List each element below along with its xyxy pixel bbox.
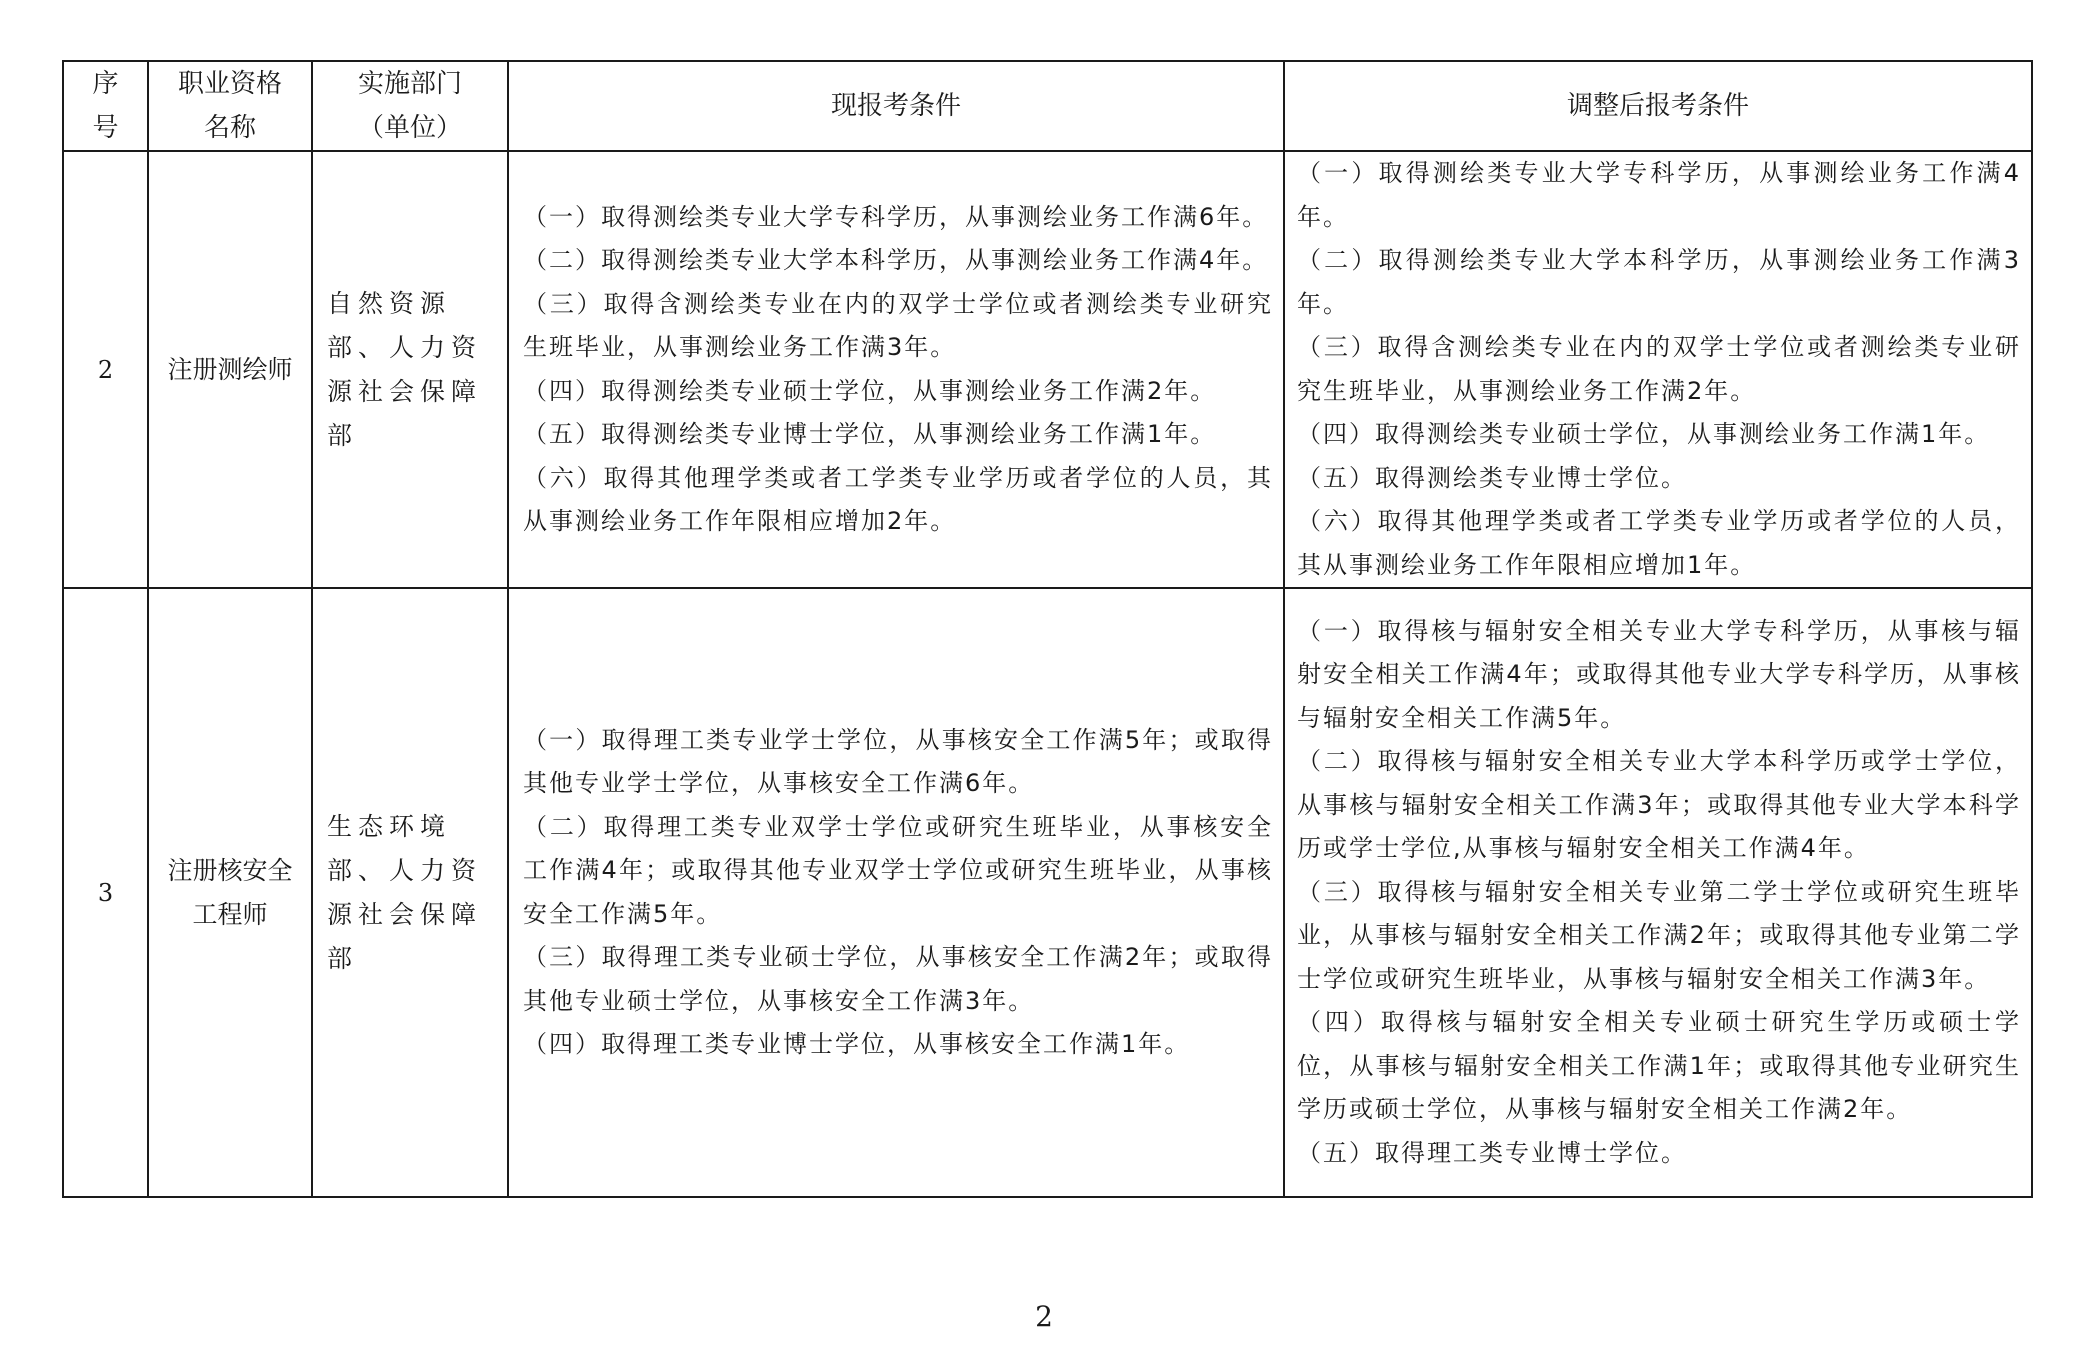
qualification-conditions-table — [62, 60, 2033, 1198]
row-adjusted-conditions — [1284, 151, 2032, 588]
header-qualification-name: 职业资格 名称 — [148, 61, 312, 151]
condition-item: （一）取得测绘类专业大学专科学历，从事测绘业务工作满6年。 — [523, 202, 1269, 231]
row-serial-number: 2 — [63, 151, 148, 588]
condition-item: （二）取得理工类专业双学士学位或研究生班毕业，从事核安全工作满4年；或取得其他专业双学士学位或研究生班毕业，从事核安全工作满5年。 — [523, 812, 1273, 928]
row-qualification-name: 注册核安全工程师 — [148, 588, 312, 1197]
condition-item: （四）取得核与辐射安全相关专业硕士研究生学历或硕士学位，从事核与辐射安全相关工作满1年；或取得其他专业研究生学历或硕士学位，从事核与辐射安全相关工作满2年。 — [1297, 1008, 2021, 1124]
condition-item: （六）取得其他理学类或者工学类专业学历或者学位的人员，其从事测绘业务工作年限相应增加1年。 — [1297, 507, 2021, 579]
condition-item: （三）取得核与辐射安全相关专业第二学士学位或研究生班毕业，从事核与辐射安全相关工作满2年；或取得其他专业第二学士学位或研究生班毕业，从事核与辐射安全相关工作满3年。 — [1297, 877, 2021, 993]
condition-item: （四）取得测绘类专业硕士学位，从事测绘业务工作满1年。 — [1297, 420, 1991, 448]
row-department: 生态环境部、人力资源社会保障部 — [312, 588, 508, 1197]
condition-item: （一）取得核与辐射安全相关专业大学专科学历，从事核与辐射安全相关工作满4年；或取得其他专业大学专科学历，从事核与辐射安全相关工作满5年。 — [1297, 616, 2021, 732]
row-qualification-name: 注册测绘师 — [148, 151, 312, 588]
condition-item: （二）取得测绘类专业大学本科学历，从事测绘业务工作满3年。 — [1297, 246, 2021, 318]
condition-item: （三）取得理工类专业硕士学位，从事核安全工作满2年；或取得其他专业硕士学位，从事核安全工作满3年。 — [523, 943, 1273, 1015]
row-serial-number: 3 — [63, 588, 148, 1197]
condition-item: （三）取得含测绘类专业在内的双学士学位或者测绘类专业研究生班毕业，从事测绘业务工作满3年。 — [523, 289, 1273, 361]
row-current-conditions — [508, 151, 1284, 588]
table-header-row — [63, 61, 2032, 151]
condition-item: （一）取得测绘类专业大学专科学历，从事测绘业务工作满4年。 — [1297, 159, 2021, 231]
page-number: 2 — [1035, 1300, 1053, 1333]
row-department: 自然资源部、人力资源社会保障部 — [312, 151, 508, 588]
table-row — [63, 588, 2032, 1197]
condition-item: （一）取得理工类专业学士学位，从事核安全工作满5年；或取得其他专业学士学位，从事核安全工作满6年。 — [523, 725, 1273, 797]
header-adjusted-conditions: 调整后报考条件 — [1284, 61, 2032, 151]
condition-item: （五）取得测绘类专业博士学位，从事测绘业务工作满1年。 — [523, 420, 1217, 448]
condition-item: （二）取得测绘类专业大学本科学历，从事测绘业务工作满4年。 — [523, 246, 1269, 274]
table-row — [63, 151, 2032, 588]
condition-item: （四）取得理工类专业博士学位，从事核安全工作满1年。 — [523, 1030, 1191, 1058]
condition-item: （三）取得含测绘类专业在内的双学士学位或者测绘类专业研究生班毕业，从事测绘业务工作满2年。 — [1297, 333, 2021, 405]
condition-item: （五）取得理工类专业博士学位。 — [1297, 1138, 1687, 1167]
condition-item: （五）取得测绘类专业博士学位。 — [1297, 463, 1687, 492]
condition-item: （四）取得测绘类专业硕士学位，从事测绘业务工作满2年。 — [523, 376, 1217, 405]
header-department: 实施部门 （单位） — [312, 61, 508, 151]
header-current-conditions: 现报考条件 — [508, 61, 1284, 151]
row-adjusted-conditions — [1284, 588, 2032, 1197]
condition-item: （二）取得核与辐射安全相关专业大学本科学历或学士学位，从事核与辐射安全相关工作满3年；或取得其他专业大学本科学历或学士学位,从事核与辐射安全相关工作满4年。 — [1297, 747, 2021, 863]
condition-item: （六）取得其他理学类或者工学类专业学历或者学位的人员，其从事测绘业务工作年限相应增加2年。 — [523, 463, 1273, 535]
row-current-conditions — [508, 588, 1284, 1197]
header-serial-number: 序 号 — [63, 61, 148, 151]
